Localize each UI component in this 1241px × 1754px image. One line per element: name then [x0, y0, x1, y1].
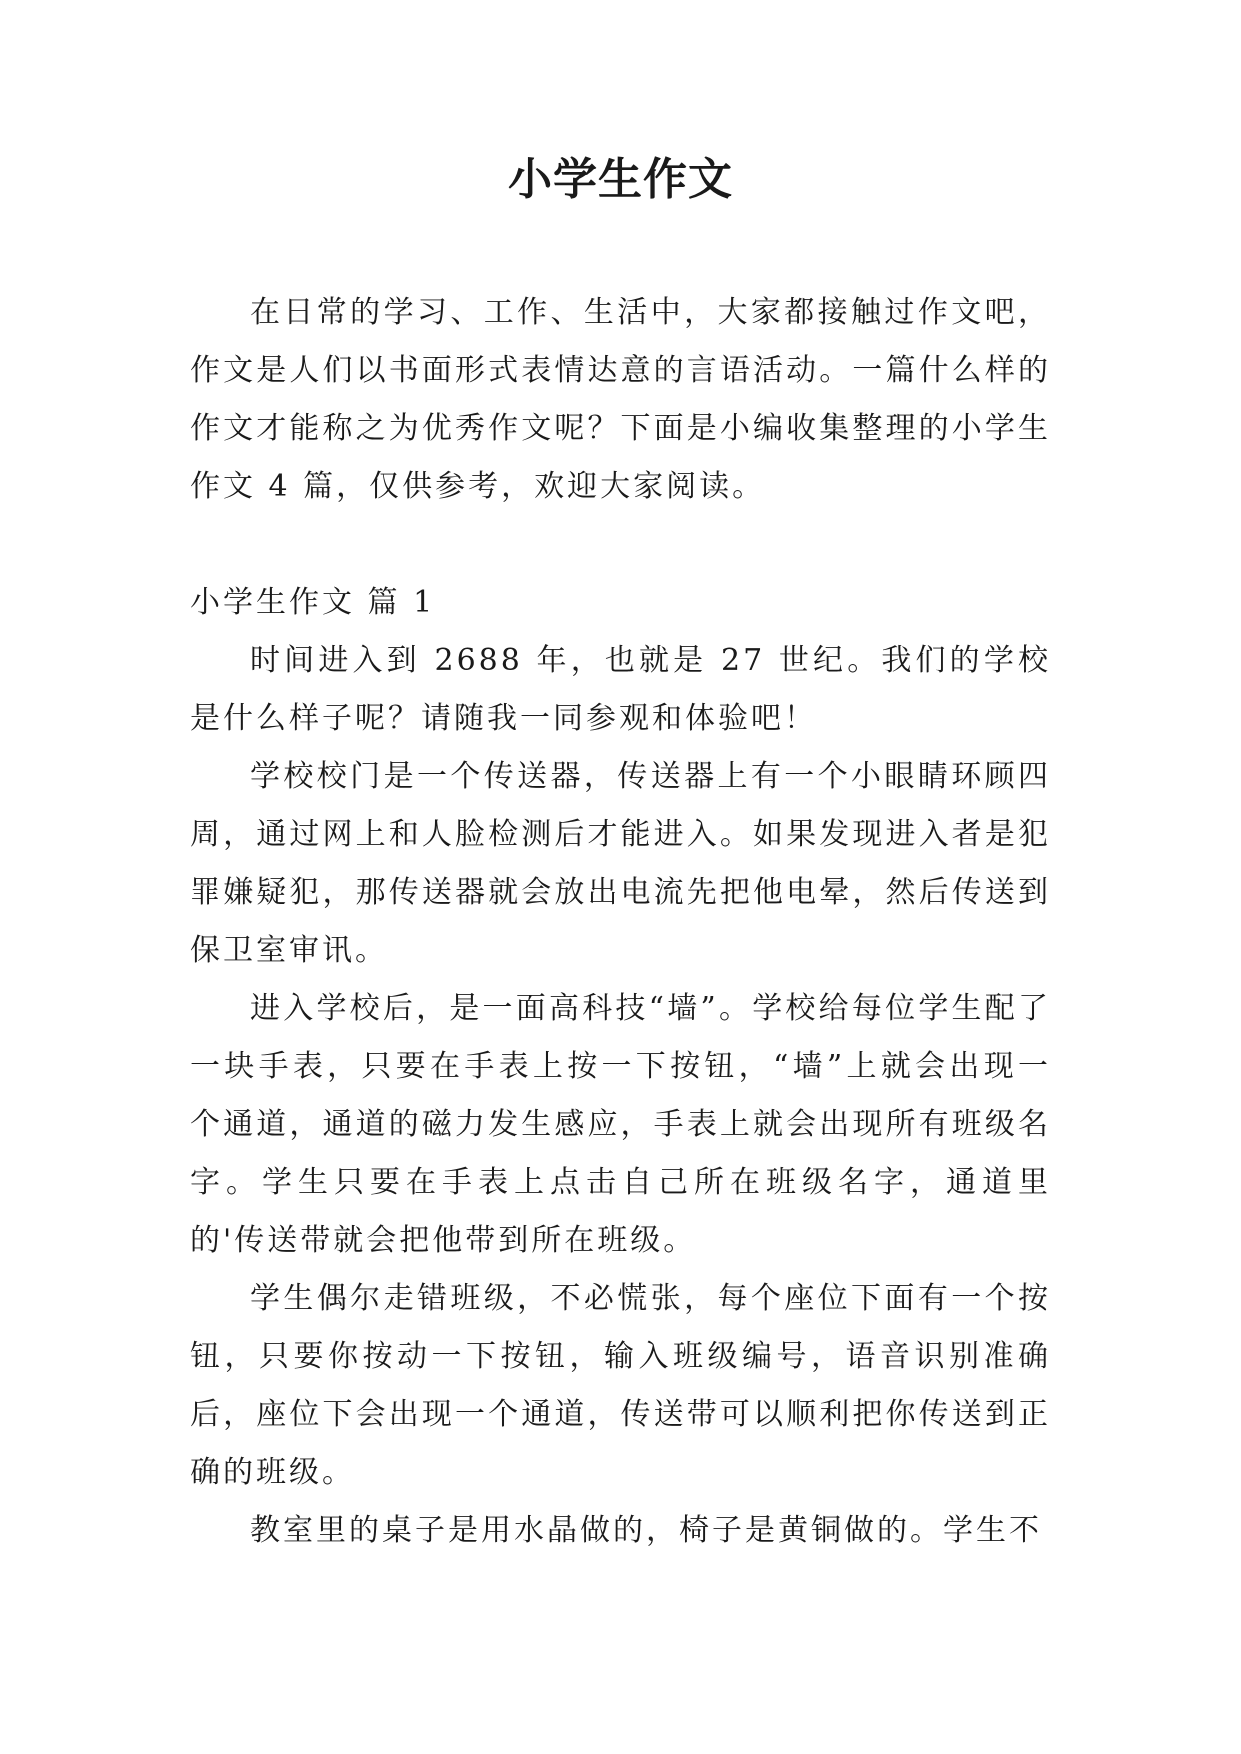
body-paragraph: 时间进入到 2688 年，也就是 27 世纪。我们的学校是什么样子呢？请随我一同参观和体验吧！ — [190, 643, 1051, 736]
document-body — [190, 284, 1051, 1560]
body-paragraph: 进入学校后，是一面高科技“墙”。学校给每位学生配了一块手表，只要在手表上按一下按钮，“墙”上就会出现一个通道，通道的磁力发生感应，手表上就会出现所有班级名字。学生只要在手表上点击自己所在班级名字，通道里的'传送带就会把他带到所在班级。 — [190, 991, 1051, 1258]
intro-paragraph: 在日常的学习、工作、生活中，大家都接触过作文吧，作文是人们以书面形式表情达意的言语活动。一篇什么样的作文才能称之为优秀作文呢？下面是小编收集整理的小学生作文 4 篇，仅供参考，欢迎大家阅读。 — [190, 295, 1051, 504]
section-heading: 小学生作文 篇 1 — [190, 585, 436, 620]
body-paragraph: 教室里的桌子是用水晶做的，椅子是黄铜做的。学生不 — [250, 1513, 1042, 1548]
document-title: 小学生作文 — [508, 154, 733, 205]
body-paragraph: 学生偶尔走错班级，不必慌张，每个座位下面有一个按钮，只要你按动一下按钮，输入班级编号，语音识别准确后，座位下会出现一个通道，传送带可以顺利把你传送到正确的班级。 — [190, 1281, 1051, 1490]
body-paragraph: 学校校门是一个传送器，传送器上有一个小眼睛环顾四周，通过网上和人脸检测后才能进入。如果发现进入者是犯罪嫌疑犯，那传送器就会放出电流先把他电晕，然后传送到保卫室审讯。 — [190, 759, 1051, 968]
